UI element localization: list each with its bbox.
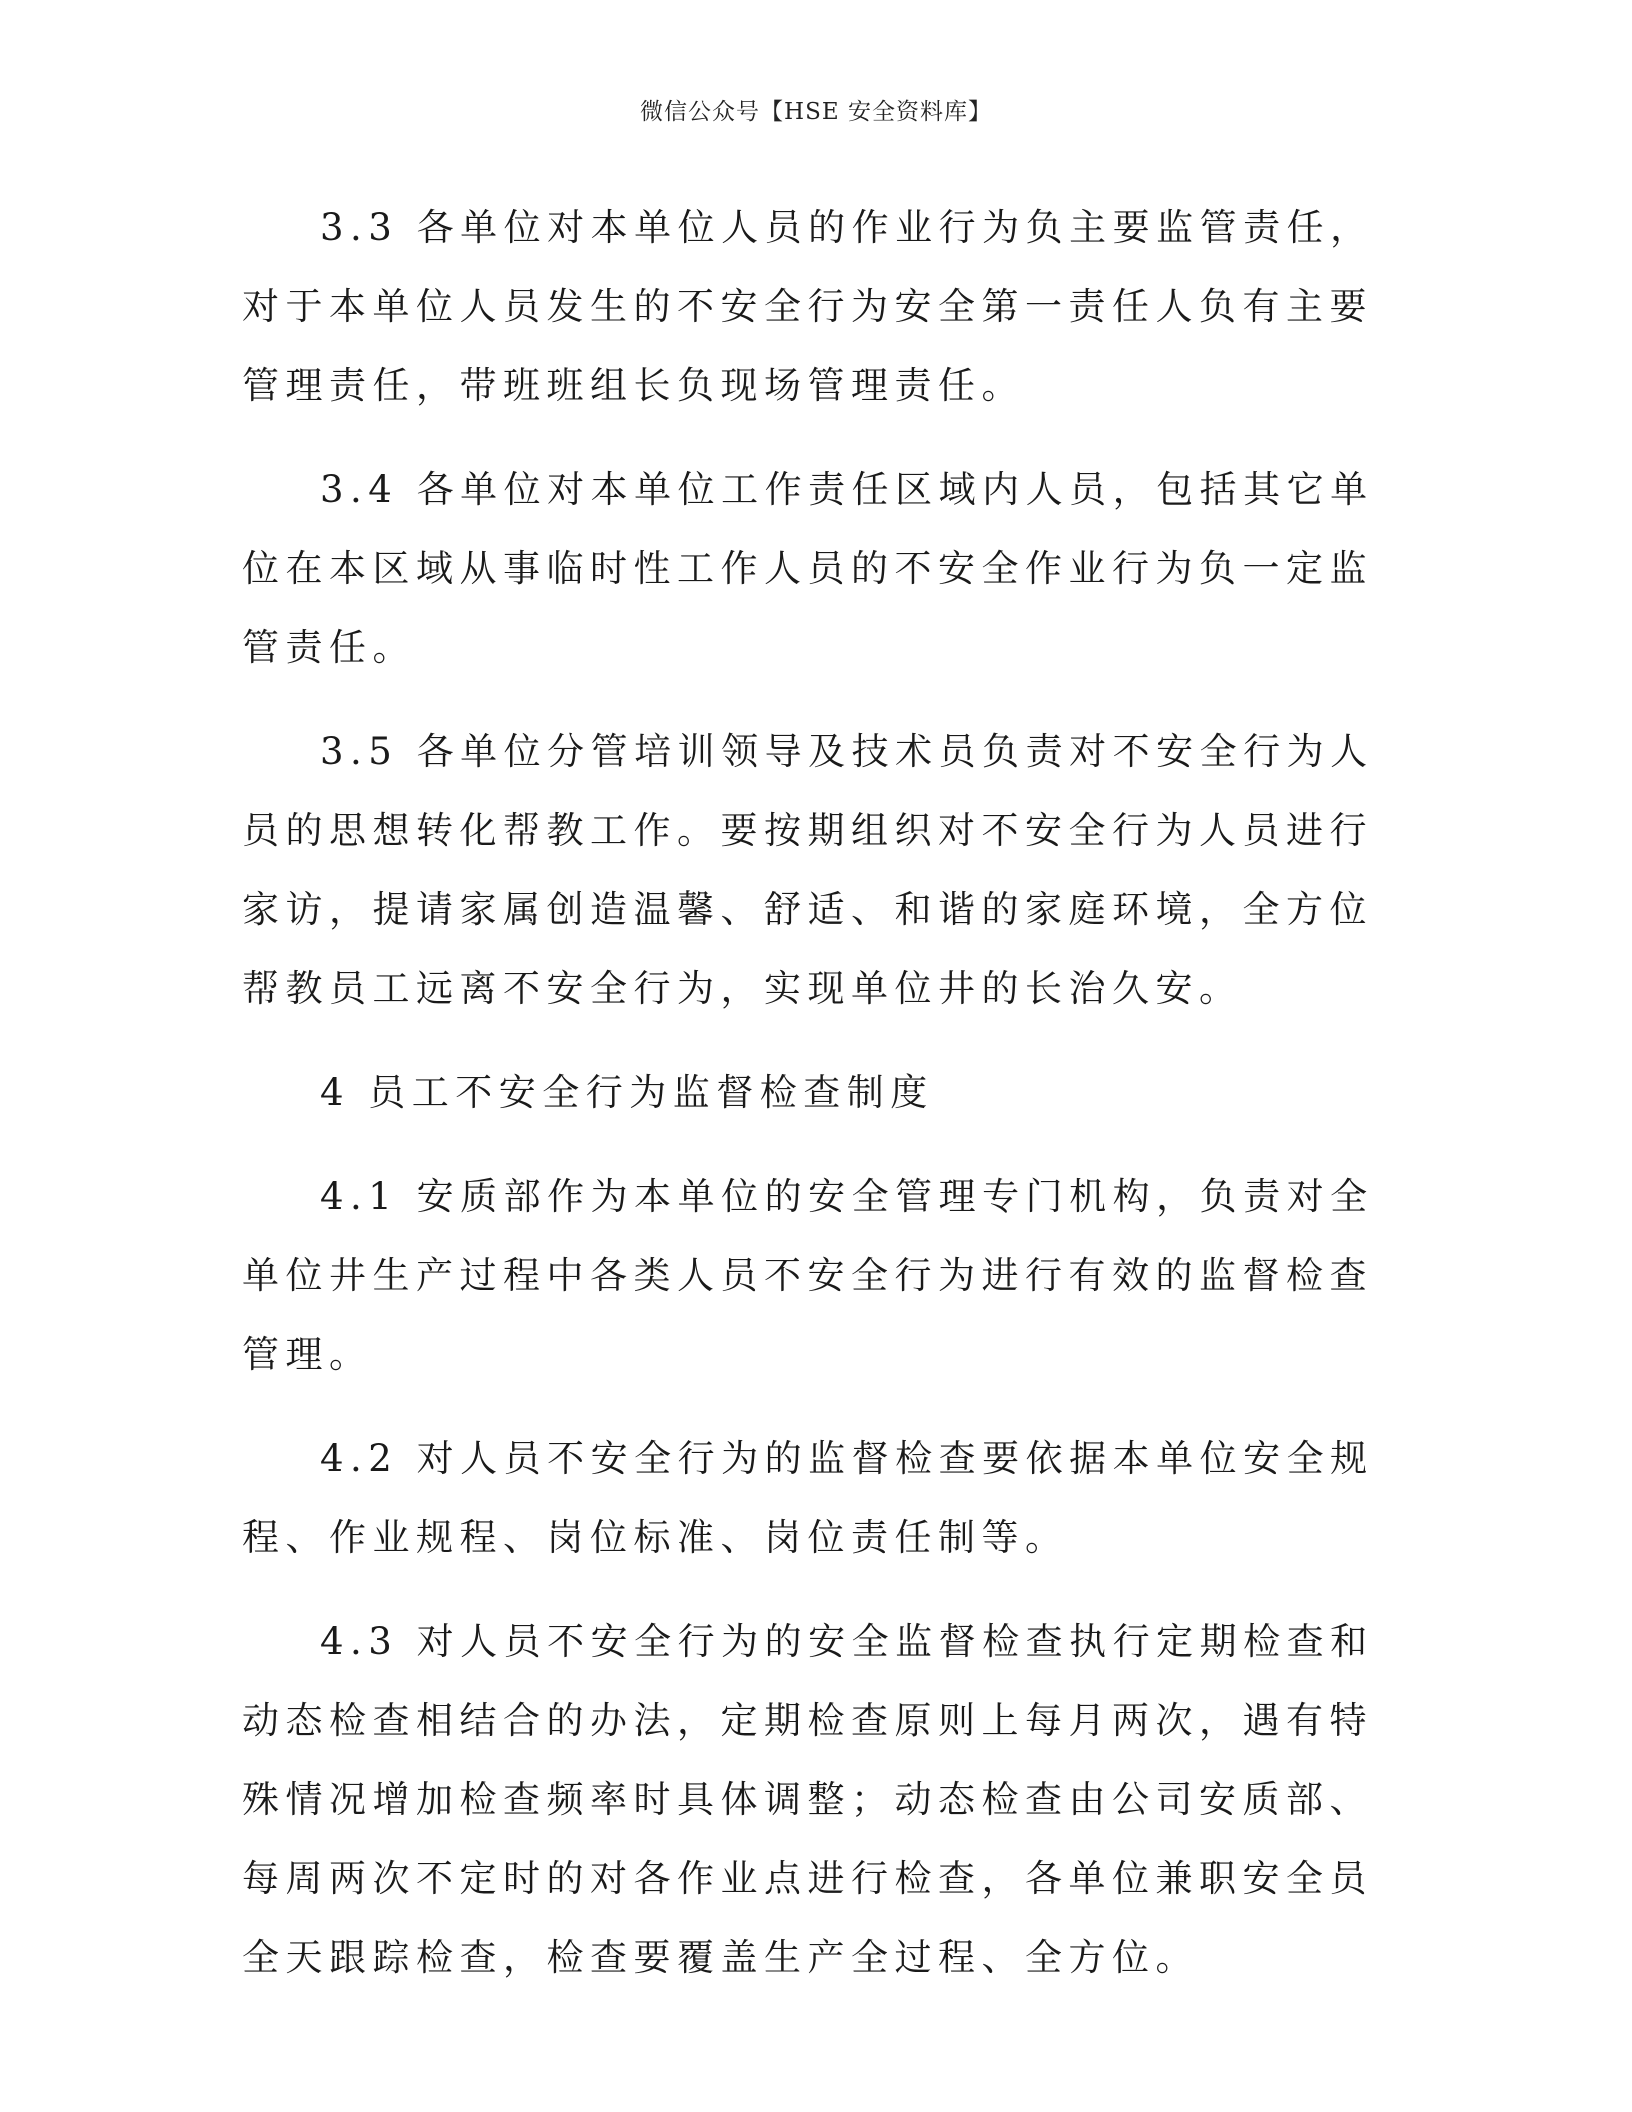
paragraph-4-2: 4.2 对人员不安全行为的监督检查要依据本单位安全规程、作业规程、岗位标准、岗位责任制等。 [242,1437,1374,1559]
section-heading-4: 4 员工不安全行为监督检查制度 [320,1071,934,1114]
paragraph-3-5: 3.5 各单位分管培训领导及技术员负责对不安全行为人员的思想转化帮教工作。要按期组织对不安全行为人员进行家访，提请家属创造温馨、舒适、和谐的家庭环境，全方位帮教员工远离不安全行为，实现单位井的长治久安。 [242,730,1374,1010]
paragraph-4-1: 4.1 安质部作为本单位的安全管理专门机构，负责对全单位井生产过程中各类人员不安全行为进行有效的监督检查管理。 [242,1175,1374,1376]
paragraph-3-3: 3.3 各单位对本单位人员的作业行为负主要监管责任，对于本单位人员发生的不安全行为安全第一责任人负有主要管理责任，带班班组长负现场管理责任。 [242,206,1374,407]
document-body [242,188,1392,2022]
page-header: 微信公众号【HSE 安全资料库】 [640,99,992,125]
paragraph-4-3: 4.3 对人员不安全行为的安全监督检查执行定期检查和动态检查相结合的办法，定期检查原则上每月两次，遇有特殊情况增加检查频率时具体调整；动态检查由公司安质部、每周两次不定时的对各作业点进行检查，各单位兼职安全员全天跟踪检查，检查要覆盖生产全过程、全方位。 [242,1620,1374,1979]
paragraph-3-4: 3.4 各单位对本单位工作责任区域内人员，包括其它单位在本区域从事临时性工作人员的不安全作业行为负一定监管责任。 [242,468,1374,669]
